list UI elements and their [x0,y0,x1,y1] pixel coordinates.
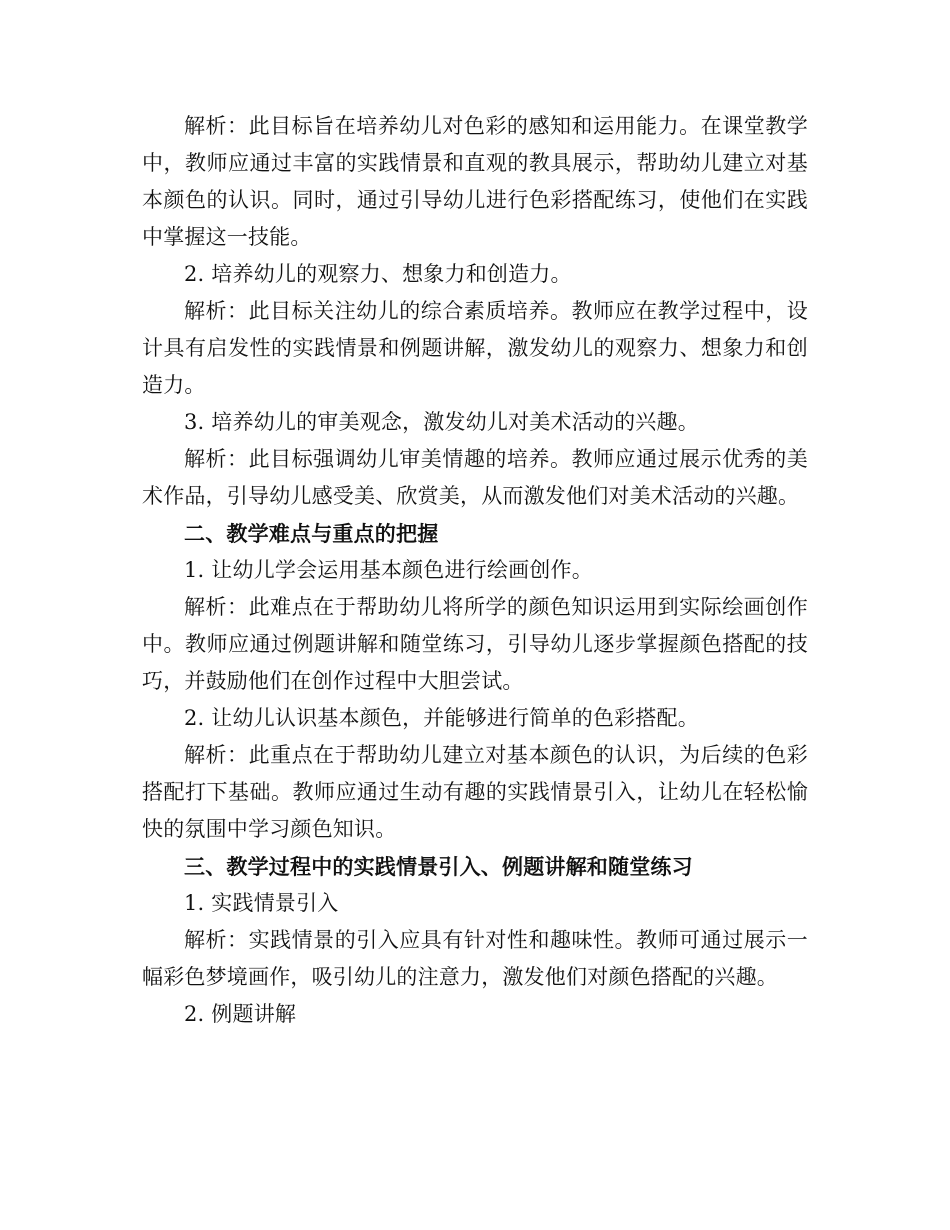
difficulty-item-painting: 1. 让幼儿学会运用基本颜色进行绘画创作。 [184,558,593,582]
analysis-paragraph-difficulty: 解析：此难点在于帮助幼儿将所学的颜色知识运用到实际绘画创作中。教师应通过例题讲解和随堂练习，引导幼儿逐步掌握颜色搭配的技巧，并鼓励他们在创作过程中大胆尝试。 [142,595,808,693]
document-page [142,108,808,1033]
process-item-scenario: 1. 实践情景引入 [184,891,339,915]
analysis-paragraph-key-point: 解析：此重点在于帮助幼儿建立对基本颜色的认识，为后续的色彩搭配打下基础。教师应通过生动有趣的实践情景引入，让幼儿在轻松愉快的氛围中学习颜色知识。 [142,743,808,841]
analysis-paragraph-color-perception: 解析：此目标旨在培养幼儿对色彩的感知和运用能力。在课堂教学中，教师应通过丰富的实践情景和直观的教具展示，帮助幼儿建立对基本颜色的认识。同时，通过引导幼儿进行色彩搭配练习，使他们在实践中掌握这一技能。 [142,114,808,249]
goal-item-aesthetics: 3. 培养幼儿的审美观念，激发幼儿对美术活动的兴趣。 [184,410,699,434]
analysis-paragraph-comprehensive: 解析：此目标关注幼儿的综合素质培养。教师应在教学过程中，设计具有启发性的实践情景和例题讲解，激发幼儿的观察力、想象力和创造力。 [142,299,808,397]
analysis-paragraph-aesthetics: 解析：此目标强调幼儿审美情趣的培养。教师应通过展示优秀的美术作品，引导幼儿感受美、欣赏美，从而激发他们对美术活动的兴趣。 [142,447,808,508]
section-heading-process: 三、教学过程中的实践情景引入、例题讲解和随堂练习 [184,854,693,879]
section-heading-difficulties: 二、教学难点与重点的把握 [184,521,439,546]
process-item-examples: 2. 例题讲解 [184,1002,297,1026]
key-point-item-colors: 2. 让幼儿认识基本颜色，并能够进行简单的色彩搭配。 [184,706,699,730]
goal-item-observation: 2. 培养幼儿的观察力、想象力和创造力。 [184,262,572,286]
analysis-paragraph-scenario: 解析：实践情景的引入应具有针对性和趣味性。教师可通过展示一幅彩色梦境画作，吸引幼儿的注意力，激发他们对颜色搭配的兴趣。 [142,928,808,989]
